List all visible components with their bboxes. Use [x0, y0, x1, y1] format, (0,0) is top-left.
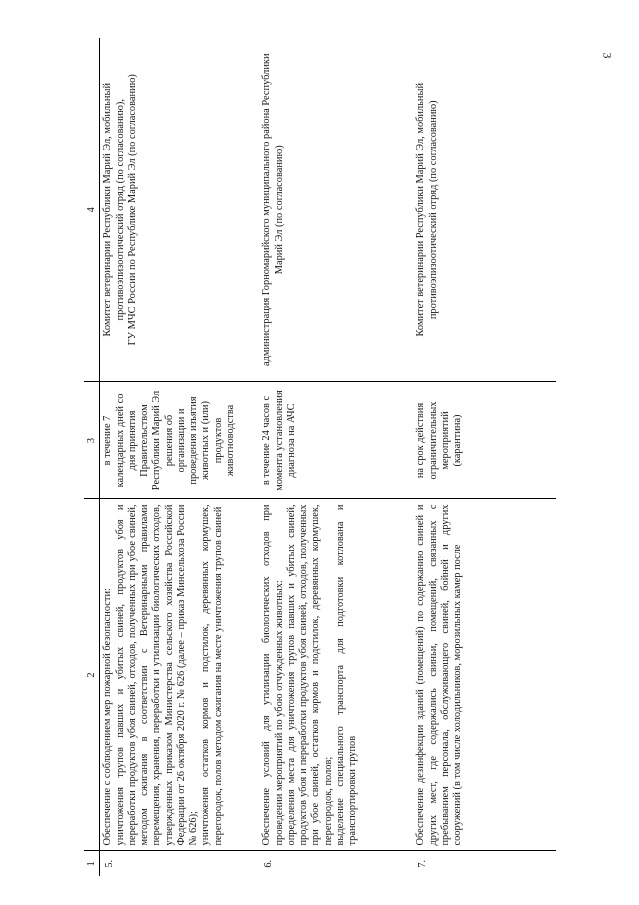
- executor-cell: [100, 38, 260, 382]
- measure-cell: [100, 499, 260, 851]
- rotated-page-content: [84, 38, 548, 876]
- table-row: [413, 38, 556, 876]
- measures-table: [84, 38, 556, 876]
- row-number: 6.: [259, 851, 413, 876]
- measure-paragraph: уничтожения остатков кормов и подстилок, деревянных кормушек, перегородок, полов методом сжигания на месте уничтожения трупов свиней: [200, 504, 224, 846]
- term-cell: в течение 24 часов с момента установления диагноза на АЧС: [259, 382, 413, 499]
- table-header-row: [84, 38, 100, 876]
- measure-paragraph: определения места для уничтожения трупов павших и убитых свиней, продуктов убоя и переработки продуктов убоя свиней, отходов, полученных при убое свиней, остатков кормов и подстилок, деревянных кормушек, перегородок, полов;: [285, 504, 334, 846]
- column-header-4: 4: [84, 38, 100, 382]
- measure-paragraph: Обеспечение дезинфекции зданий (помещений) по содержанию свиней и других мест, где содержались свиньи, помещений, связанных с пребыванием персонала, обслуживающего свиней, бойней и других сооружений (в том числе холодильников, морозильных камер после: [415, 504, 464, 846]
- executor-cell: [259, 38, 413, 382]
- executor-line: ГУ МЧС России по Республике Марий Эл (по согласованию): [126, 74, 138, 346]
- column-header-1: 1: [84, 851, 100, 876]
- row-number: 7.: [413, 851, 556, 876]
- measure-paragraph: Обеспечение с соблюдением мер пожарной безопасности:: [102, 588, 114, 846]
- term-cell: на срок действия ограничительных мероприятий (карантина): [413, 382, 556, 499]
- executor-line: Комитет ветеринарии Республики Марий Эл, мобильный противоэпизоотический отряд (по согласованию),: [102, 82, 126, 337]
- measure-cell: [259, 499, 413, 851]
- column-header-2: 2: [84, 499, 100, 851]
- measure-paragraph: уничтожения трупов павших и убитых свиней, продуктов убоя и переработки продуктов убоя свиней, отходов, полученных при убое свиней, методом сжигания в соответствии с Ветеринарными правилами перемещения, хранения, переработки и утилизации биологических отходов, утвержденных приказом Министерства сельского хозяйства Российской Федерации от 26 октября 2020 г. № 626 (далее – приказ Минсельхоза России № 626);: [114, 504, 200, 846]
- executor-cell: [413, 38, 556, 382]
- term-cell: в течение 7 календарных дней со дня принятия Правительством Республики Марий Эл решения об организации и проведения изъятия животных и (или) продуктов животноводства: [100, 382, 260, 499]
- measure-paragraph: выделение специального транспорта для подготовки котлована и транспортировки трупов: [334, 504, 359, 846]
- row-number: 5.: [100, 851, 260, 876]
- executor-line: администрация Горномарийского муниципального района Республики Марий Эл (по согласованию): [261, 53, 285, 367]
- table-row: [259, 38, 413, 876]
- table-row: [100, 38, 260, 876]
- measure-cell: [413, 499, 556, 851]
- page-number: 3: [600, 52, 615, 59]
- measure-paragraph: Обеспечение условий для утилизации биологических отходов при проведении мероприятий по убою отчужденных животных:: [261, 504, 285, 846]
- executor-line: Комитет ветеринарии Республики Марий Эл, мобильный противоэпизоотический отряд (по согласованию): [415, 82, 439, 337]
- column-header-3: 3: [84, 382, 100, 499]
